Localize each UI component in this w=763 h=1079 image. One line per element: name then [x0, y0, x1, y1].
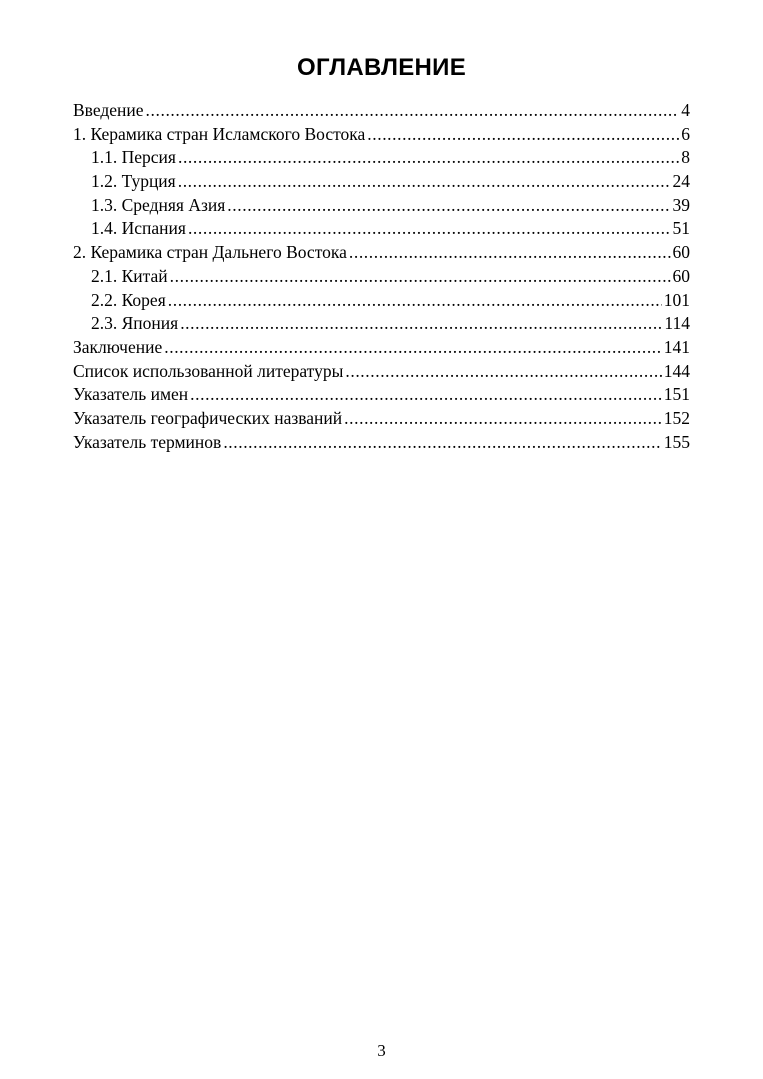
toc-dot-leader	[178, 170, 671, 194]
toc-entry-conclusion[interactable]	[73, 336, 690, 360]
toc-dot-leader	[367, 123, 679, 147]
toc-entry-page: 24	[672, 171, 690, 192]
toc-entry-page: 144	[663, 360, 690, 381]
toc-entry-page: 60	[672, 265, 690, 286]
toc-dot-leader	[168, 289, 662, 313]
table-of-contents	[73, 99, 690, 454]
toc-dot-leader	[180, 312, 662, 336]
toc-entry-page: 114	[664, 313, 690, 334]
toc-entry-page: 39	[672, 194, 690, 215]
toc-entry-section-2-3[interactable]	[73, 312, 690, 336]
toc-entry-page: 152	[663, 407, 690, 428]
toc-dot-leader	[349, 241, 671, 265]
toc-dot-leader	[227, 194, 670, 218]
toc-entry-label: 2.2. Корея	[91, 289, 166, 310]
toc-entry-introduction[interactable]	[73, 99, 690, 123]
toc-entry-name-index[interactable]	[73, 383, 690, 407]
toc-dot-leader	[146, 99, 680, 123]
toc-entry-label: 1.4. Испания	[91, 218, 186, 239]
toc-entry-section-1-4[interactable]	[73, 217, 690, 241]
toc-entry-label: 2. Керамика стран Дальнего Востока	[73, 242, 347, 263]
toc-entry-page: 101	[663, 289, 690, 310]
toc-entry-label: 1.2. Турция	[91, 171, 176, 192]
toc-dot-leader	[178, 146, 679, 170]
toc-entry-label: Введение	[73, 100, 144, 120]
toc-entry-page: 60	[672, 242, 690, 263]
toc-entry-terms-index[interactable]	[73, 431, 690, 455]
toc-entry-label: Заключение	[73, 336, 163, 357]
toc-entry-label: Указатель терминов	[73, 431, 222, 452]
toc-entry-page: 51	[672, 218, 690, 239]
toc-entry-label: 1.1. Персия	[91, 147, 176, 168]
toc-entry-label: 2.1. Китай	[91, 265, 168, 286]
toc-entry-section-1-2[interactable]	[73, 170, 690, 194]
toc-dot-leader	[164, 336, 662, 360]
toc-entry-page: 4	[681, 100, 690, 120]
toc-entry-label: 1.3. Средняя Азия	[91, 194, 226, 215]
toc-entry-page: 151	[663, 384, 690, 405]
toc-entry-page: 141	[663, 336, 690, 357]
toc-entry-page: 155	[663, 431, 690, 452]
toc-dot-leader	[223, 431, 661, 455]
toc-entry-label: 2.3. Япония	[91, 313, 179, 334]
toc-entry-label: Указатель географических названий	[73, 407, 343, 428]
toc-entry-section-2-1[interactable]	[73, 265, 690, 289]
toc-entry-chapter-2[interactable]	[73, 241, 690, 265]
toc-entry-section-2-2[interactable]	[73, 289, 690, 313]
toc-entry-label: Список использованной литературы	[73, 360, 344, 381]
page-title: ОГЛАВЛЕНИЕ	[296, 54, 467, 81]
toc-entry-page: 8	[681, 147, 690, 168]
toc-dot-leader	[345, 360, 661, 384]
toc-entry-section-1-3[interactable]	[73, 194, 690, 218]
toc-dot-leader	[344, 407, 662, 431]
page-number: 3	[377, 1041, 386, 1060]
toc-dot-leader	[188, 217, 671, 241]
toc-entry-geographic-index[interactable]	[73, 407, 690, 431]
toc-dot-leader	[170, 265, 671, 289]
toc-entry-bibliography[interactable]	[73, 360, 690, 384]
toc-entry-label: 1. Керамика стран Исламского Востока	[73, 123, 366, 144]
toc-entry-chapter-1[interactable]	[73, 123, 690, 147]
toc-entry-section-1-1[interactable]	[73, 146, 690, 170]
toc-entry-page: 6	[681, 123, 690, 144]
toc-dot-leader	[190, 383, 662, 407]
toc-entry-label: Указатель имен	[73, 384, 189, 405]
